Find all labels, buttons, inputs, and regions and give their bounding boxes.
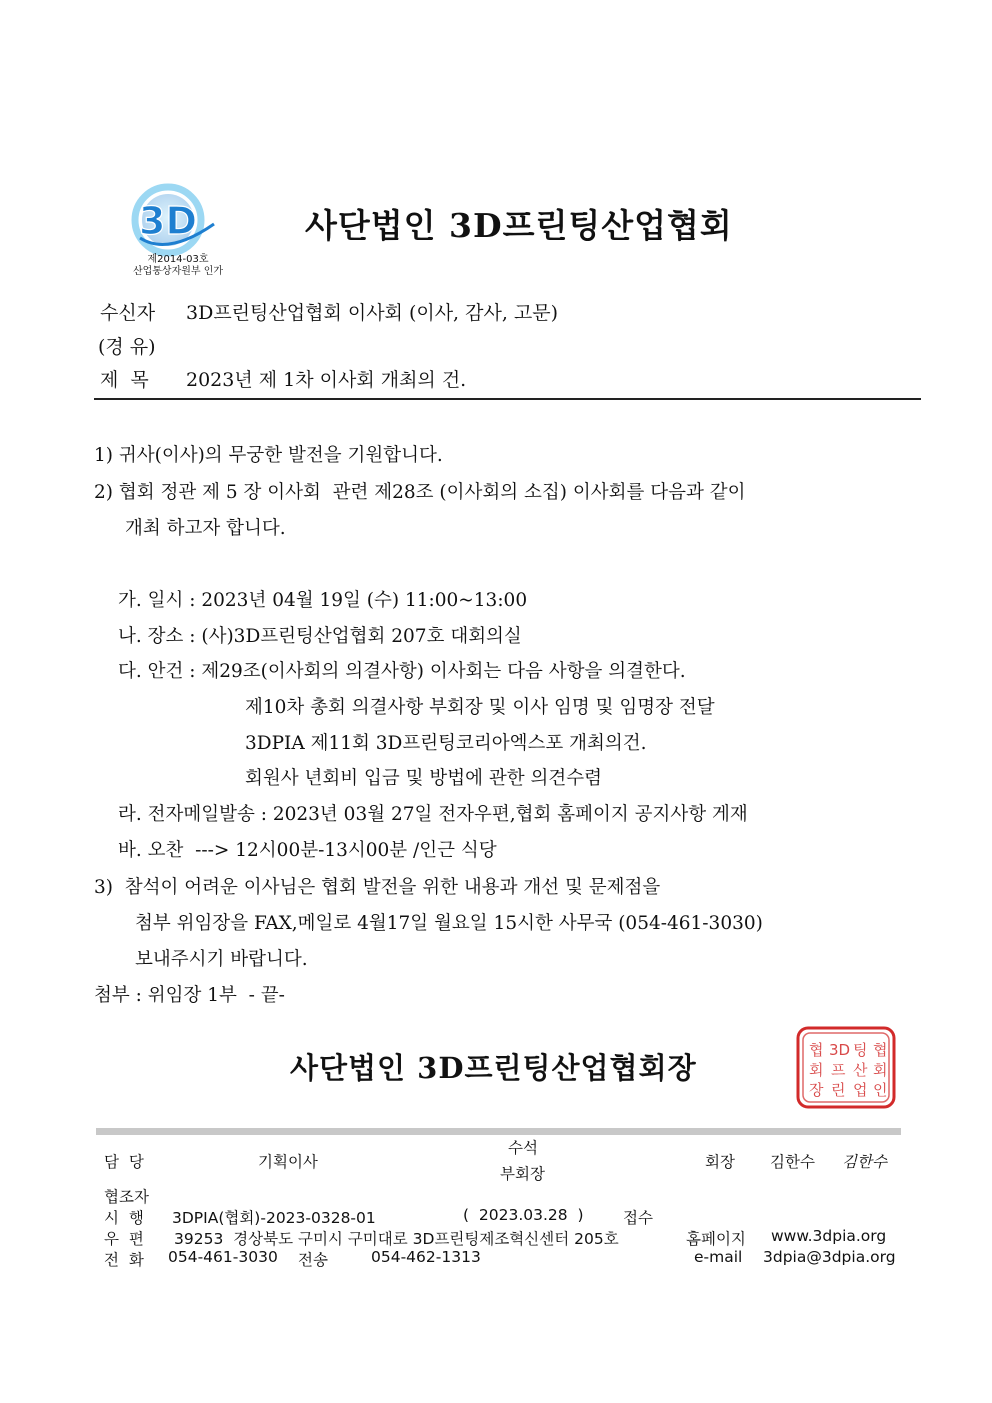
subject-label: 제 목 bbox=[100, 369, 149, 391]
logo-caption-registration: 제2014-03호 bbox=[147, 254, 209, 265]
item-place: 나. 장소 : (사)3D프린팅산업협회 207호 대회의실 bbox=[118, 626, 522, 647]
homepage-label: 홈페이지 bbox=[686, 1230, 746, 1248]
email-label: e-mail bbox=[694, 1248, 743, 1266]
staff-label: 담 당 bbox=[104, 1153, 144, 1171]
email-address[interactable]: 3dpia@3dpia.org bbox=[763, 1248, 896, 1266]
phone-number: 054-461-3030 bbox=[168, 1248, 278, 1266]
attachment-note: 첨부 : 위임장 1부 - 끝- bbox=[94, 985, 285, 1006]
paragraph-3-line-2: 첨부 위임장을 FAX,메일로 4월17일 월요일 15시한 사무국 (054-461-3030) bbox=[135, 913, 763, 934]
president-name: 김한수 bbox=[770, 1153, 815, 1171]
enforce-date: ( 2023.03.28 ) bbox=[463, 1206, 584, 1224]
fax-label: 전송 bbox=[298, 1251, 328, 1269]
svg-text:산: 산 bbox=[853, 1061, 868, 1079]
svg-text:린: 린 bbox=[831, 1081, 846, 1099]
svg-text:장: 장 bbox=[809, 1081, 824, 1099]
postal-label: 우 편 bbox=[104, 1230, 144, 1248]
senior-label: 수석 bbox=[508, 1139, 538, 1157]
agenda-1: 제10차 총회 의결사항 부회장 및 이사 임명 및 임명장 전달 bbox=[245, 697, 715, 718]
svg-text:업: 업 bbox=[853, 1081, 868, 1099]
svg-text:인: 인 bbox=[873, 1081, 888, 1099]
logo-caption-authority: 산업통상자원부 인가 bbox=[132, 266, 224, 277]
subject-value: 2023년 제 1차 이사회 개최의 건. bbox=[186, 369, 467, 391]
enforce-number: 3DPIA(협회)-2023-0328-01 bbox=[172, 1209, 376, 1227]
agenda-2: 3DPIA 제11회 3D프린팅코리아엑스포 개최의건. bbox=[245, 733, 647, 754]
paragraph-1: 1) 귀사(이사)의 무궁한 발전을 기원합니다. bbox=[94, 445, 443, 466]
header-divider bbox=[94, 398, 921, 400]
svg-text:회: 회 bbox=[809, 1061, 824, 1079]
via-label: (경 유) bbox=[98, 336, 156, 358]
item-email-notice: 라. 전자메일발송 : 2023년 03월 27일 전자우편,협회 홈페이지 공지사항 게재 bbox=[118, 804, 748, 825]
paragraph-3-line-1: 3) 참석이 어려운 이사님은 협회 발전을 위한 내용과 개선 및 문제점을 bbox=[94, 877, 661, 898]
phone-label: 전 화 bbox=[104, 1251, 144, 1269]
agenda-3: 회원사 년회비 입금 및 방법에 관한 의견수렴 bbox=[245, 768, 602, 789]
fax-number: 054-462-1313 bbox=[371, 1248, 481, 1266]
footer-divider-bar bbox=[96, 1128, 901, 1135]
vice-president-label: 부회장 bbox=[500, 1165, 545, 1183]
logo-mark-text: 3D bbox=[139, 199, 197, 243]
postal-address: 39253 경상북도 구미시 구미대로 3D프린팅제조혁신센터 205호 bbox=[174, 1230, 619, 1248]
enforce-label: 시 행 bbox=[104, 1209, 144, 1227]
paragraph-2-line-2: 개최 하고자 합니다. bbox=[125, 518, 286, 539]
cooperator-label: 협조자 bbox=[104, 1188, 149, 1206]
president-signature: 김한수 bbox=[842, 1153, 887, 1171]
svg-text:프: 프 bbox=[831, 1061, 846, 1079]
svg-text:회: 회 bbox=[873, 1061, 888, 1079]
svg-text:팅: 팅 bbox=[853, 1041, 868, 1059]
recipient-value: 3D프린팅산업협회 이사회 (이사, 감사, 고문) bbox=[186, 302, 559, 324]
president-label: 회장 bbox=[705, 1153, 735, 1171]
official-seal bbox=[795, 1025, 897, 1110]
closing-title: 사단법인 3D프린팅산업협회장 bbox=[290, 1051, 697, 1085]
item-date: 가. 일시 : 2023년 04월 19일 (수) 11:00~13:00 bbox=[118, 590, 528, 611]
item-agenda: 다. 안건 : 제29조(이사회의 의결사항) 이사회는 다음 사항을 의결한다. bbox=[118, 661, 686, 682]
receipt-label: 접수 bbox=[623, 1209, 653, 1227]
paragraph-3-line-3: 보내주시기 바랍니다. bbox=[135, 949, 308, 970]
recipient-label: 수신자 bbox=[100, 302, 156, 324]
item-lunch: 바. 오찬 ---> 12시00분-13시00분 /인근 식당 bbox=[118, 840, 497, 861]
planning-director-label: 기획이사 bbox=[258, 1153, 318, 1171]
paragraph-2-line-1: 2) 협회 정관 제 5 장 이사회 관련 제28조 (이사회의 소집) 이사회를 다음과 같이 bbox=[94, 482, 746, 503]
svg-text:협: 협 bbox=[873, 1041, 888, 1059]
svg-text:협: 협 bbox=[809, 1041, 824, 1059]
organization-title: 사단법인 3D프린팅산업협회 bbox=[305, 206, 733, 245]
svg-text:3D: 3D bbox=[829, 1041, 851, 1059]
homepage-link[interactable]: www.3dpia.org bbox=[771, 1227, 887, 1245]
